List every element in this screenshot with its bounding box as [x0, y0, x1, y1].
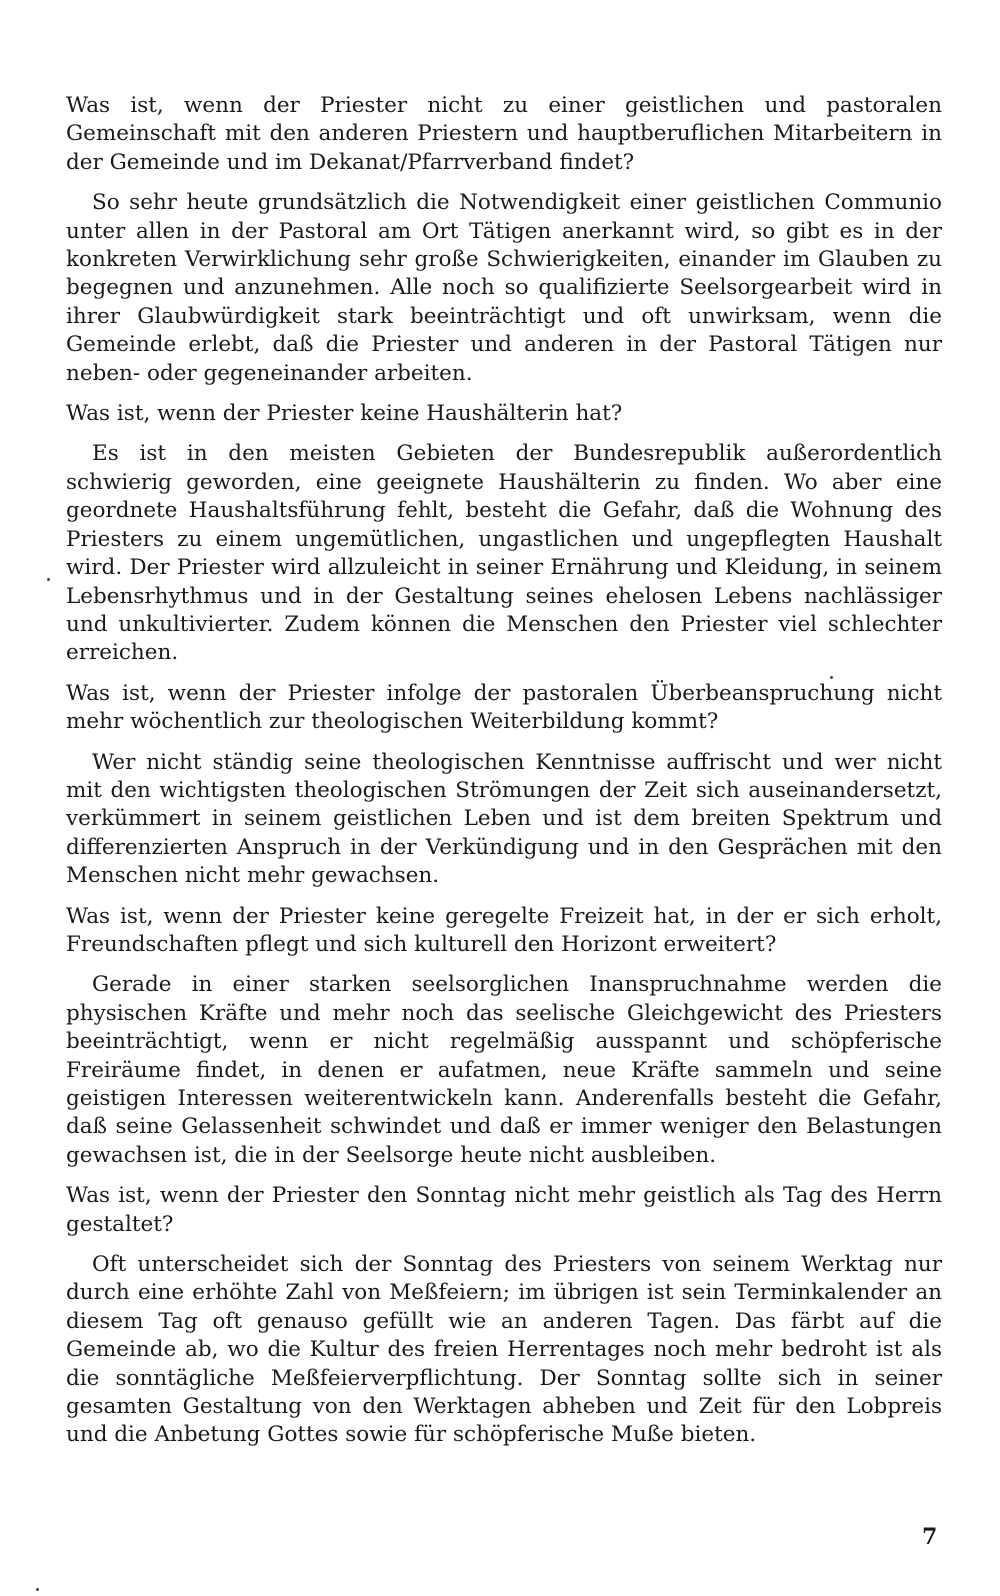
question-paragraph: Was ist, wenn der Priester den Sonntag nicht mehr geistlich als Tag des Herrn gestaltet?: [66, 1183, 942, 1237]
print-speck: [47, 578, 50, 581]
answer-paragraph: Es ist in den meisten Gebieten der Bundesrepublik außerordentlich schwierig geworden, eine geeignete Haushälterin zu finden. Wo aber eine geordnete Haushaltsführung fehlt, besteht die Gefahr, daß die Wohnung des Priesters zu einem ungemütlichen, ungastlichen und ungepflegten Haushalt wird. Der Priester wird allzuleicht in seiner Ernährung und Kleidung, in seinem Lebensrhythmus und in der Gestaltung seines ehelosen Lebens nachlässiger und unkultivierter. Zudem können die Menschen den Priester viel schlechter erreichen.: [66, 441, 942, 666]
answer-paragraph: Wer nicht ständig seine theologischen Kenntnisse auffrischt und wer nicht mit den wichtigsten theologischen Strömungen der Zeit sich auseinandersetzt, verkümmert in seinem geistlichen Leben und ist dem breiten Spektrum und differenzierten Anspruch in der Verkündigung und in den Gesprächen mit den Menschen nicht mehr gewachsen.: [66, 749, 942, 889]
print-speck: [36, 1588, 39, 1591]
print-speck: [830, 676, 833, 679]
question-paragraph: Was ist, wenn der Priester nicht zu einer geistlichen und pastoralen Gemeinschaft mit den anderen Priestern und hauptberuflichen Mitarbeitern in der Gemeinde und im Dekanat/Pfarrverband findet?: [66, 93, 942, 175]
question-paragraph: Was ist, wenn der Priester keine Haushälterin hat?: [66, 401, 623, 427]
answer-paragraph: Oft unterscheidet sich der Sonntag des Priesters von seinem Werktag nur durch eine erhöhte Zahl von Meßfeiern; im übrigen ist sein Terminkalender an diesem Tag oft genauso gefüllt wie an anderen Tagen. Das färbt auf die Gemeinde ab, wo die Kultur des freien Herrentages noch mehr bedroht ist als die sonntägliche Meßfeierverpflichtung. Der Sonntag sollte sich in seiner gesamten Gestaltung von den Werktagen abheben und Zeit für den Lobpreis und die Anbetung Gottes sowie für schöpferische Muße bieten.: [66, 1252, 942, 1448]
page-number: 7: [922, 1524, 938, 1550]
question-paragraph: Was ist, wenn der Priester keine geregelte Freizeit hat, in der er sich erholt, Freundschaften pflegt und sich kulturell den Horizont erweitert?: [66, 903, 942, 957]
question-paragraph: Was ist, wenn der Priester infolge der pastoralen Überbeanspruchung nicht mehr wöchentlich zur theologischen Weiterbildung kommt?: [66, 680, 942, 735]
answer-paragraph: Gerade in einer starken seelsorglichen Inanspruchnahme werden die physischen Kräfte und mehr noch das seelische Gleichgewicht des Priesters beeinträchtigt, wenn er nicht regelmäßig ausspannt und schöpferische Freiräume findet, in denen er aufatmen, neue Kräfte sammeln und seine geistigen Interessen weiterentwickeln kann. Anderenfalls besteht die Gefahr, daß seine Gelassenheit schwindet und daß er immer weniger den Belastungen gewachsen ist, die in der Seelsorge heute nicht ausbleiben.: [66, 972, 942, 1168]
body-text: [66, 92, 942, 1462]
answer-paragraph: So sehr heute grundsätzlich die Notwendigkeit einer geistlichen Communio unter allen in der Pastoral am Ort Tätigen anerkannt wird, so gibt es in der konkreten Verwirklichung sehr große Schwierigkeiten, einander im Glauben zu begegnen und anzunehmen. Alle noch so qualifizierte Seelsorgearbeit wird in ihrer Glaubwürdigkeit stark beeinträchtigt und oft unwirksam, wenn die Gemeinde erlebt, daß die Priester und anderen in der Pastoral Tätigen nur neben- oder gegeneinander arbeiten.: [66, 190, 942, 386]
